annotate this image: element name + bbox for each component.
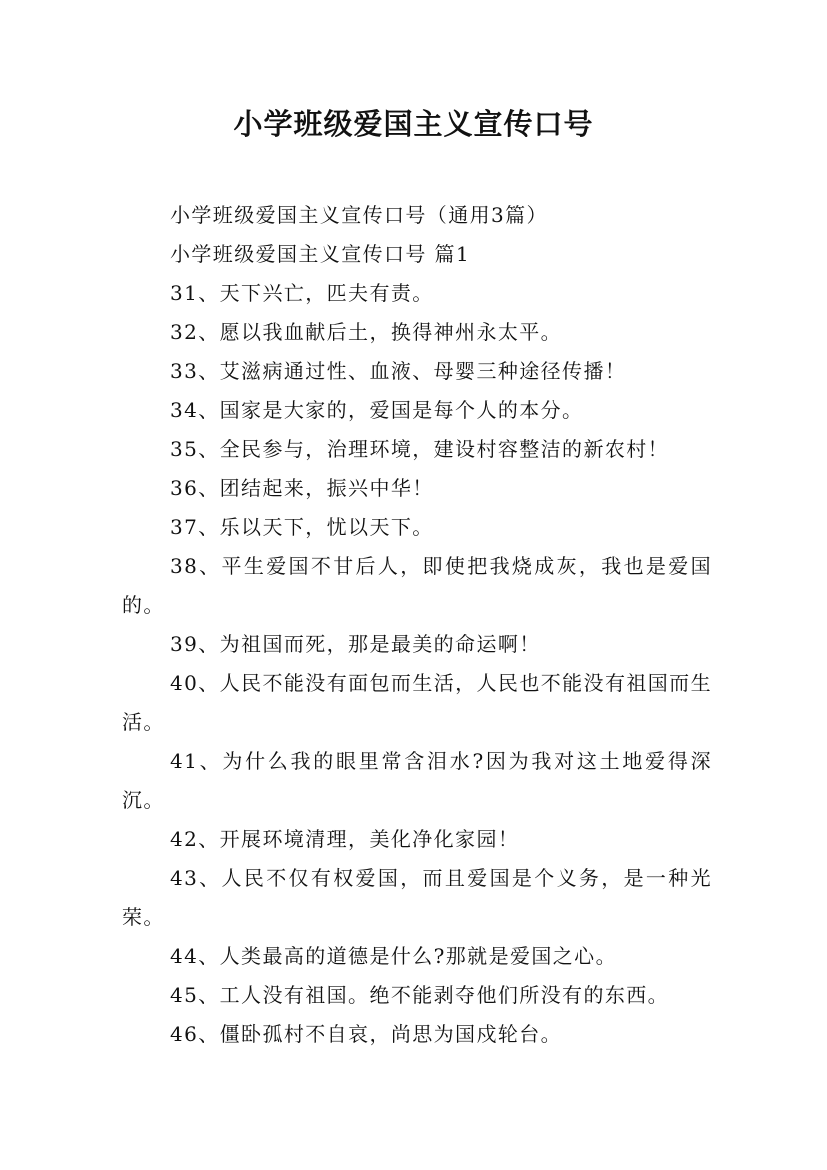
slogan-item: 39、为祖国而死，那是最美的命运啊！ xyxy=(170,632,541,656)
paragraph-intro: 小学班级爱国主义宣传口号（通用3篇） xyxy=(170,203,548,227)
slogan-item: 37、乐以天下，忧以天下。 xyxy=(170,515,434,539)
slogan-item: 46、僵卧孤村不自哀，尚思为国戍轮台。 xyxy=(170,1022,563,1046)
document-body xyxy=(122,196,712,1054)
slogan-item: 38、平生爱国不甘后人，即使把我烧成灰，我也是爱国的。 xyxy=(122,554,712,617)
slogan-item: 31、天下兴亡，匹夫有责。 xyxy=(170,281,434,305)
slogan-item: 36、团结起来，振兴中华！ xyxy=(170,476,434,500)
slogan-item: 34、国家是大家的，爱国是每个人的本分。 xyxy=(170,398,584,422)
paragraph-section-heading: 小学班级爱国主义宣传口号 篇1 xyxy=(170,242,471,266)
slogan-item: 45、工人没有祖国。绝不能剥夺他们所没有的东西。 xyxy=(170,983,670,1007)
slogan-item: 44、人类最高的道德是什么?那就是爱国之心。 xyxy=(170,944,617,968)
slogan-item: 32、愿以我血献后土，换得神州永太平。 xyxy=(170,320,563,344)
document-title: 小学班级爱国主义宣传口号 xyxy=(233,107,594,141)
slogan-item: 33、艾滋病通过性、血液、母婴三种途径传播！ xyxy=(170,359,627,383)
slogan-item: 41、为什么我的眼里常含泪水?因为我对这土地爱得深沉。 xyxy=(122,749,712,812)
slogan-item: 35、全民参与，治理环境，建设村容整洁的新农村！ xyxy=(170,437,670,461)
slogan-item: 40、人民不能没有面包而生活，人民也不能没有祖国而生活。 xyxy=(122,671,712,734)
slogan-item: 43、人民不仅有权爱国，而且爱国是个义务，是一种光荣。 xyxy=(122,866,712,929)
slogan-item: 42、开展环境清理，美化净化家园！ xyxy=(170,827,520,851)
